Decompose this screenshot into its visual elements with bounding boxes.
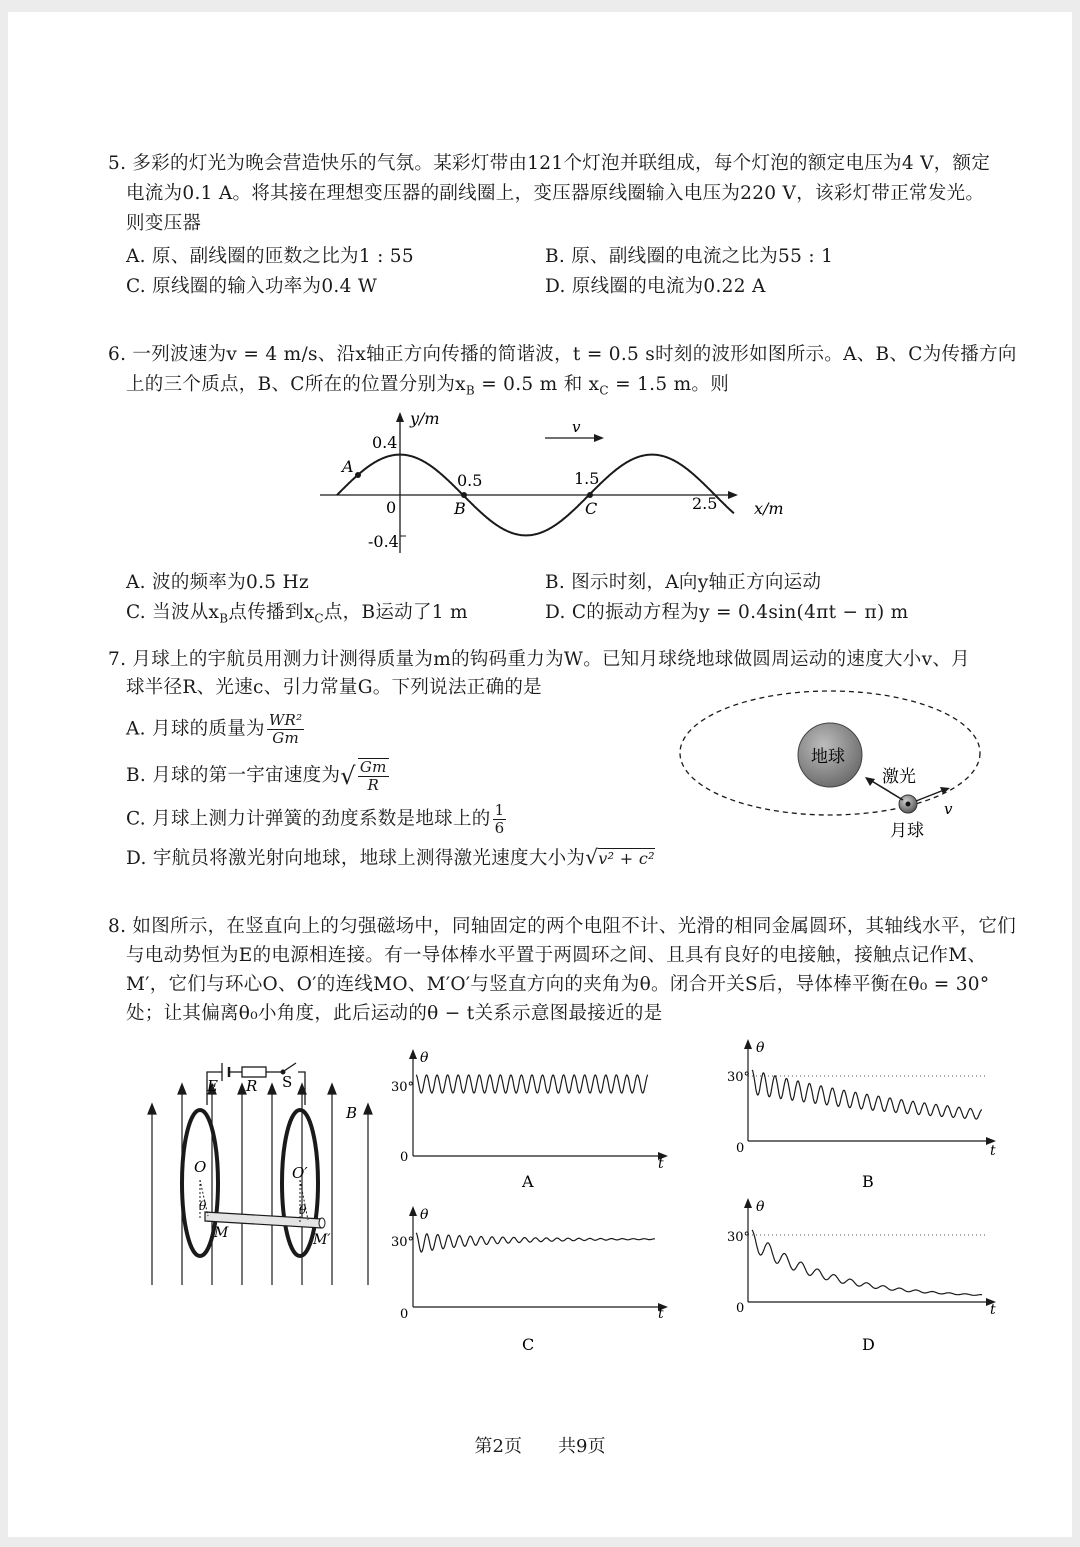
q5-option-b: B. 原、副线圈的电流之比为55 : 1 bbox=[545, 246, 834, 267]
q7-option-d: D. 宇航员将激光射向地球，地球上测得激光速度大小为√v² + c² bbox=[126, 845, 655, 869]
svg-text:0: 0 bbox=[400, 1150, 409, 1165]
label-theta-left: θ bbox=[199, 1199, 207, 1213]
graph-c-label: C bbox=[522, 1335, 535, 1354]
graph-a-label: A bbox=[522, 1172, 534, 1191]
curve-d bbox=[752, 1230, 982, 1295]
q6-line1: 6. 一列波速为v = 4 m/s、沿x轴正方向传播的简谐波，t = 0.5 s时刻的波形如图所示。A、B、C为传播方向 bbox=[108, 344, 1017, 365]
point-c-label: C bbox=[585, 499, 598, 518]
svg-text:t: t bbox=[990, 1143, 996, 1159]
svg-text:30°: 30° bbox=[391, 1080, 415, 1095]
q6-option-b: B. 图示时刻，A向y轴正方向运动 bbox=[545, 572, 822, 593]
svg-text:t: t bbox=[658, 1306, 664, 1322]
label-theta-right: θ bbox=[299, 1203, 307, 1217]
y-axis-label: y/m bbox=[410, 409, 440, 428]
q8-line2: 与电动势恒为E的电源相连接。有一导体棒水平置于两圆环之间、且具有良好的电接触，接触点记作M、 bbox=[126, 945, 987, 966]
q8-line4: 处；让其偏离θ₀小角度，此后运动的θ − t关系示意图最接近的是 bbox=[126, 1003, 663, 1024]
svg-text:θ: θ bbox=[420, 1207, 429, 1223]
x-tick-15: 1.5 bbox=[574, 469, 600, 488]
label-m-prime: M′ bbox=[313, 1232, 331, 1248]
origin-label: 0 bbox=[386, 498, 397, 517]
svg-text:t: t bbox=[990, 1302, 996, 1318]
moon-velocity-label: v bbox=[944, 800, 953, 818]
svg-text:30°: 30° bbox=[727, 1070, 751, 1085]
label-s: S bbox=[282, 1073, 293, 1091]
curve-b bbox=[752, 1070, 982, 1119]
svg-text:θ: θ bbox=[756, 1199, 765, 1215]
graph-b-label: B bbox=[862, 1172, 874, 1191]
q5-line3: 则变压器 bbox=[126, 213, 202, 234]
q5-line1: 5. 多彩的灯光为晚会营造快乐的气氛。某彩灯带由121个灯泡并联组成，每个灯泡的额定电压为4 V，额定 bbox=[108, 153, 991, 174]
q6-line2: 上的三个质点，B、C所在的位置分别为$x_B = 0.5$ m 和 $x_C = 1.5$ m。则 bbox=[126, 374, 730, 398]
curve-a bbox=[416, 1075, 648, 1093]
svg-text:t: t bbox=[658, 1156, 664, 1172]
curve-c bbox=[416, 1233, 655, 1252]
q8-line1: 8. 如图所示，在竖直向上的匀强磁场中，同轴固定的两个电阻不计、光滑的相同金属圆环，其轴线水平，它们 bbox=[108, 916, 1017, 937]
graph-d-label: D bbox=[862, 1335, 875, 1354]
label-e: E bbox=[207, 1077, 218, 1095]
label-o: O bbox=[194, 1158, 207, 1176]
point-b-label: B bbox=[454, 499, 466, 518]
svg-text:0: 0 bbox=[736, 1141, 745, 1156]
q5-option-d: D. 原线圈的电流为0.22 A bbox=[545, 276, 766, 297]
q7-line2: 球半径R、光速c、引力常量G。下列说法正确的是 bbox=[126, 677, 542, 698]
x-tick-05: 0.5 bbox=[457, 471, 483, 490]
label-b: B bbox=[346, 1104, 358, 1122]
q7-option-c: C. 月球上测力计弹簧的劲度系数是地球上的 $\frac{1}{6}$ bbox=[126, 801, 505, 837]
graph-c bbox=[391, 1206, 668, 1354]
q6-option-c: C. 当波从$x_B$点传播到$x_C$点，B运动了1 m bbox=[126, 602, 468, 626]
velocity-label: v bbox=[572, 418, 581, 436]
q7-line1: 7. 月球上的宇航员用测力计测得质量为m的钩码重力为W。已知月球绕地球做圆周运动的速度大小v、月 bbox=[108, 649, 970, 670]
page-footer: 第2页 共9页 bbox=[474, 1436, 606, 1457]
svg-text:30°: 30° bbox=[391, 1235, 415, 1250]
q7-option-b: B. 月球的第一宇宙速度为√ $\frac{Gm}{R}$ bbox=[126, 758, 387, 794]
q8-line3: M′，它们与环心O、O′的连线MO、M′O′与竖直方向的夹角为θ。闭合开关S后，导体棒平衡在θ₀ = 30° bbox=[126, 974, 990, 995]
q5-option-c: C. 原线圈的输入功率为0.4 W bbox=[126, 276, 378, 297]
earth-label: 地球 bbox=[811, 747, 845, 767]
q5-option-a: A. 原、副线圈的匝数之比为1 : 55 bbox=[126, 246, 414, 267]
point-a-label: A bbox=[342, 457, 354, 476]
svg-text:30°: 30° bbox=[727, 1230, 751, 1245]
svg-text:θ: θ bbox=[420, 1050, 429, 1066]
graph-a bbox=[391, 1049, 668, 1191]
label-r: R bbox=[246, 1077, 258, 1095]
label-o-prime: O′ bbox=[292, 1164, 308, 1182]
q6-option-a: A. 波的频率为0.5 Hz bbox=[126, 572, 310, 593]
y-bottom-label: -0.4 bbox=[368, 532, 399, 551]
x-axis-label: x/m bbox=[754, 499, 784, 518]
q7-option-a: A. 月球的质量为 $\frac{\text{WR²}}{Gm}$ bbox=[126, 711, 303, 747]
svg-text:0: 0 bbox=[400, 1307, 409, 1322]
label-m: M bbox=[214, 1225, 229, 1241]
q5-line2: 电流为0.1 A。将其接在理想变压器的副线圈上，变压器原线圈输入电压为220 V，该彩灯带正常发光。 bbox=[126, 183, 985, 204]
moon-label: 月球 bbox=[890, 821, 924, 841]
svg-text:0: 0 bbox=[736, 1301, 745, 1316]
q6-option-d: D. C的振动方程为y = 0.4sin(4πt − π) m bbox=[545, 602, 909, 623]
graph-b bbox=[727, 1039, 996, 1191]
svg-text:θ: θ bbox=[756, 1040, 765, 1056]
y-top-label: 0.4 bbox=[372, 433, 398, 452]
laser-label: 激光 bbox=[882, 767, 916, 787]
x-tick-25: 2.5 bbox=[692, 494, 718, 513]
graph-d bbox=[727, 1198, 996, 1354]
